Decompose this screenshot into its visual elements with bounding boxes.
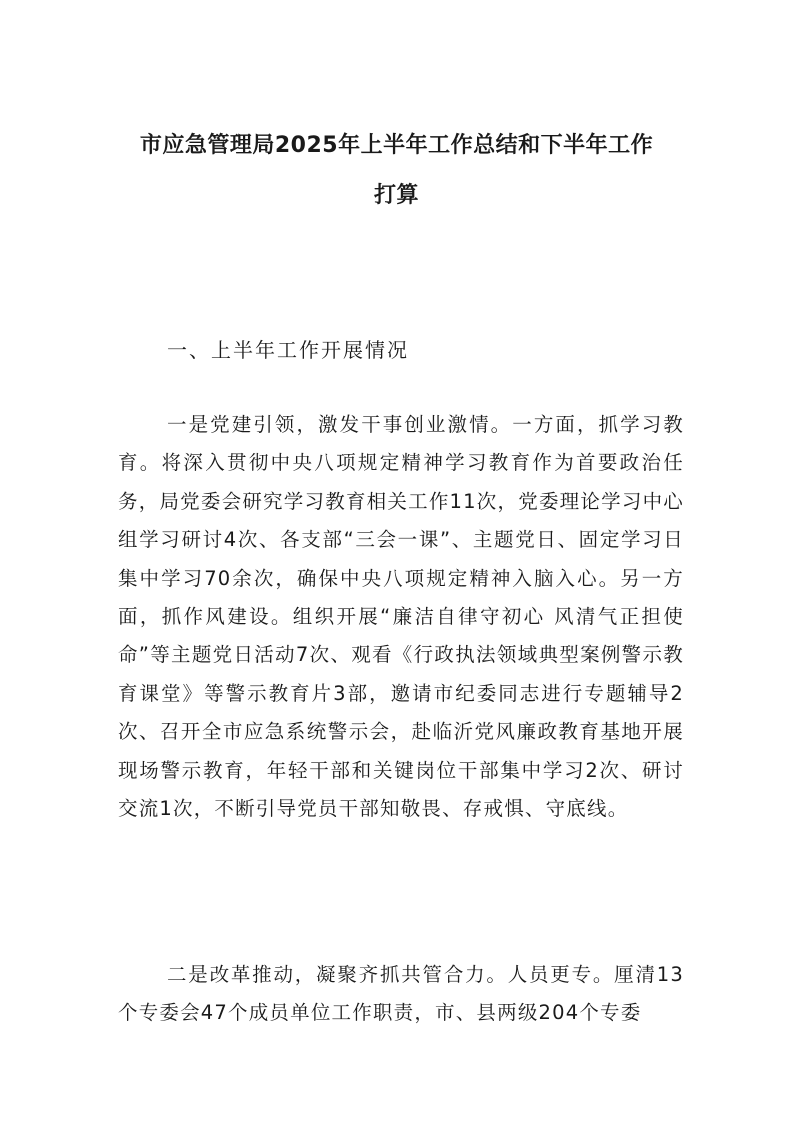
body-paragraph-2: 二是改革推动，凝聚齐抓共管合力。人员更专。厘清13个专委会47个成员单位工作职责，市、县两级204个专委 bbox=[118, 963, 684, 1025]
body-paragraph-1: 一是党建引领，激发干事创业激情。一方面，抓学习教育。将深入贯彻中央八项规定精神学习教育作为首要政治任务，局党委会研究学习教育相关工作11次，党委理论学习中心组学习研讨4次、各支部“三会一课”、主题党日、固定学习日集中学习70余次，确保中央八项规定精神入脑入心。另一方面，抓作风建设。组织开展“廉洁自律守初心 风清气正担使命”等主题党日活动7次、观看《行政执法领域典型案例警示教育课堂》等警示教育片3部，邀请市纪委同志进行专题辅导2次、召开全市应急系统警示会，赴临沂党风廉政教育基地开展现场警示教育，年轻干部和关键岗位干部集中学习2次、研讨交流1次，不断引导党员干部知敬畏、存戒惧、守底线。 bbox=[118, 413, 684, 821]
document-title-line-1: 市应急管理局2025年上半年工作总结和下半年工作 bbox=[139, 133, 654, 158]
section-heading: 一、上半年工作开展情况 bbox=[167, 338, 409, 362]
document-title-line-2: 打算 bbox=[373, 183, 419, 208]
